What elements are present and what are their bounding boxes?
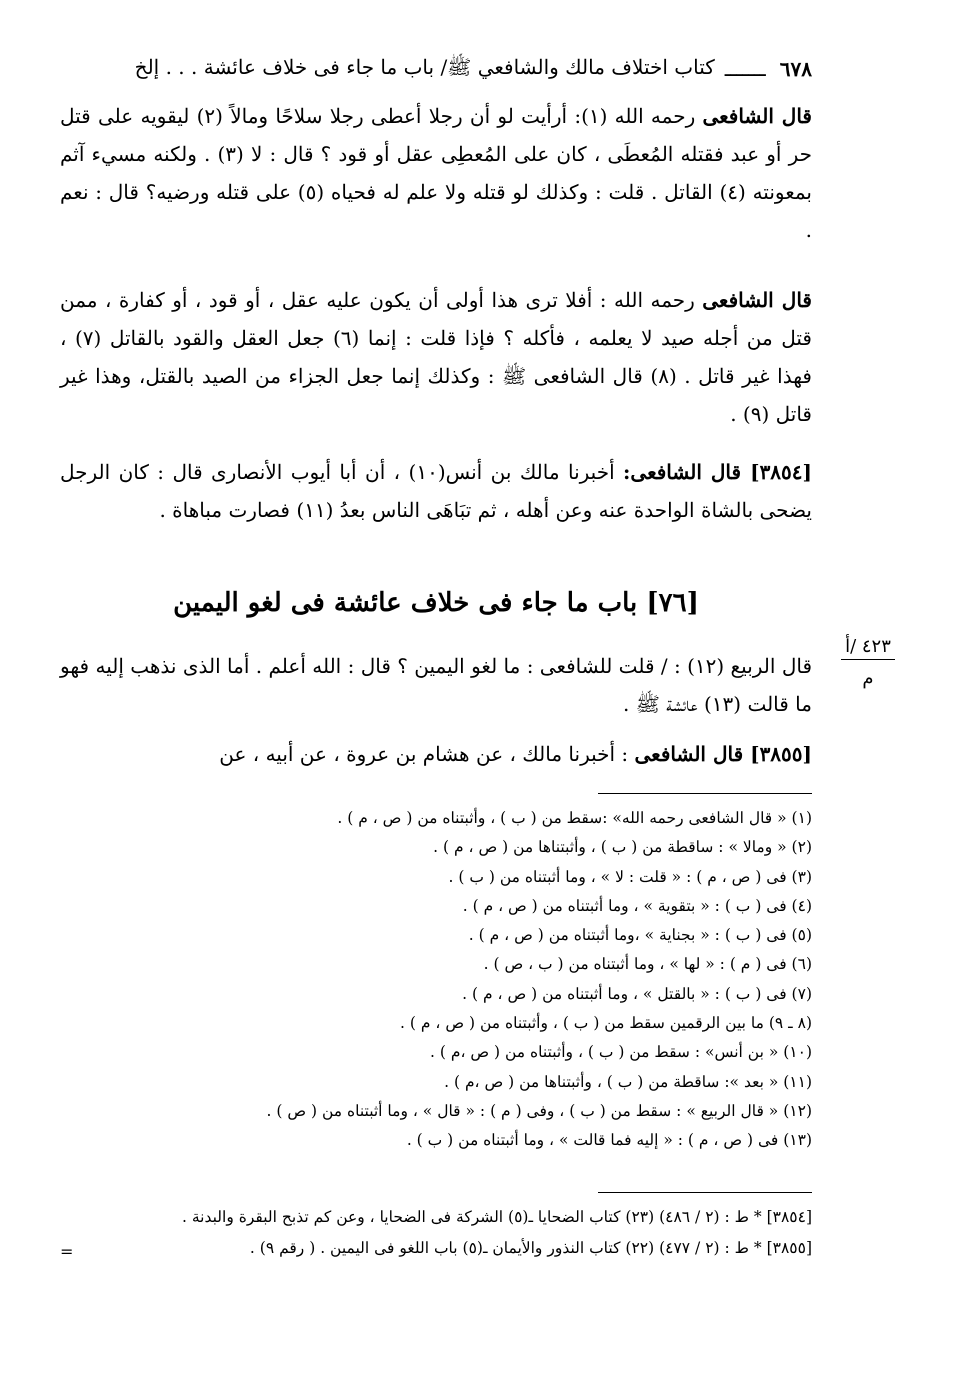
paragraph-lead: [٣٨٥٤] قال الشافعى: <box>623 460 812 484</box>
references-divider <box>598 1192 812 1193</box>
footnote: (٣) فى ( ص ، م ) : « قلت : لا » ، وما أثبتناه من ( ب ) . <box>448 867 812 886</box>
footnote: (١٠) « بن أنس» : سقط من ( ب ) ، وأثبتناه من ( ص ،م ) . <box>430 1043 812 1062</box>
paragraph-lead: قال الشافعى <box>702 104 812 128</box>
footnotes <box>120 804 812 1156</box>
paragraph-2 <box>60 281 812 433</box>
section-title: [٧٦] باب ما جاء فى خلاف عائشة فى لغو اليمين <box>173 588 699 618</box>
footnote: (٤) فى ( ب ) : « بتقوية » ، وما أثبتناه من ( ص ، م ) . <box>462 896 812 915</box>
paragraph-4 <box>60 647 812 723</box>
footnote: (١) « قال الشافعى رحمه الله» :سقط من ( ب ) ، وأثبتناه من ( ص ، م ) . <box>337 809 812 827</box>
footnote: (١١) « بعد »: ساقطة من ( ب ) ، وأثبتناها من ( ص ،م ) . <box>444 1072 812 1091</box>
paragraph-text: أخبرنا مالك بن أنس(١٠) ، أن أبا أيوب الأنصارى قال : كان الرجل يضحى بالشاة الواحدة عنه وعن أهله ، ثم تبَاهَى الناس بعدُ (١١) فصارت مباهاة . <box>60 460 812 522</box>
margin-note <box>836 636 900 689</box>
paragraph-lead: قال الشافعى <box>702 288 812 312</box>
running-title: كتاب اختلاف مالك والشافعي ﷺ/ باب ما جاء فى خلاف عائشة . . . إلخ <box>134 54 715 79</box>
continuation-mark: = <box>60 1242 74 1261</box>
running-header <box>60 52 812 86</box>
paragraph-3 <box>60 453 812 529</box>
page-number: ٦٧٨ <box>779 57 812 81</box>
reference: [٣٨٥٤] * ط : (٢ / ٤٨٦) (٢٣) كتاب الضحايا ـ(٥) الشركة فى الضحايا ، وعن كم تذبح البقرة والبدنة . <box>182 1208 812 1226</box>
header-dash: ـــــــ <box>724 57 766 81</box>
paragraph-5 <box>60 735 812 773</box>
margin-manuscript: م <box>862 668 874 689</box>
paragraph-text: قال الربيع (١٢) : / قلت للشافعى : ما لغو اليمين ؟ قال : الله أعلم . أما الذى نذهب إليه فهو ما قالت (١٣) عائشة ﷺ . <box>60 654 813 716</box>
footnote: (٧) فى ( ب ) : « بالقتل » ، وما أثبتناه من ( ص ، م ) . <box>462 984 812 1003</box>
footnote: (٨ ـ ٩) ما بين الرقمين سقط من ( ب ) ، وأثبتناه من ( ص ، م ) . <box>400 1014 812 1033</box>
paragraph-text: : أخبرنا مالك ، عن هشام بن عروة ، عن أبيه ، عن <box>219 742 635 766</box>
margin-folio: ٤٢٣ /أ <box>841 636 895 660</box>
footnote: (٥) فى ( ب ) : « بجناية » ،وما أثبتناه من ( ص ، م ) . <box>468 926 812 945</box>
reference: [٣٨٥٥] * ط : (٢ / ٤٧٧) (٢٢) كتاب النذور والأيمان ـ(٥) باب اللغو فى اليمين . ( رقم ٩) . <box>249 1239 812 1257</box>
footnote: (١٣) فى ( ص ، م ) : « إليه فما قالت » ، وما أثبتناه من ( ب ) . <box>406 1131 812 1150</box>
footnote-divider <box>598 793 812 794</box>
footnote: (١٢) « قال الربيع » : سقط من ( ب ) ، وفى ( م ) : « قال » ، وما أثبتناه من ( ص ) . <box>266 1101 812 1120</box>
footnote: (٦) فى ( م ) : « لها » ، وما أثبتناه من ( ب ، ص ) . <box>483 955 812 974</box>
paragraph-text: رحمه الله (١): أرأيت لو أن رجلا أعطى رجلا سلاحًا ومالاً (٢) ليقويه على قتل حر أو عبد فقتله المُعطَى ، كان على المُعطِى عقل أو قود ؟ قال : لا (٣) . ولكنه مسيء آثم بمعونته (٤) القاتل . قلت : وكذلك لو قتله ولا علم له فحياه (٥) على قتله ورضيه؟ قال : نعم . <box>60 104 813 242</box>
paragraph-text: رحمه الله : أفلا ترى هذا أولى أن يكون عليه عقل ، أو قود ، أو كفارة ، ممن قتل من أجله صيد لا يعلمه ، فأكله ؟ فإذا قلت : إنما (٦) جعل العقل والقود بالقاتل (٧) ، فهذا غير قاتل . (٨) قال الشافعى ﷺ : وكذلك إنما جعل الجزاء من الصيد بالقتل، وهذا غير قاتل (٩) . <box>60 288 812 426</box>
footnote: (٢) « ومالا » : ساقطة من ( ب ) ، وأثبتناها من ( ص ، م ) . <box>433 838 812 857</box>
paragraph-lead: [٣٨٥٥] قال الشافعى <box>634 742 812 766</box>
references <box>60 1202 812 1264</box>
paragraph-1 <box>60 97 812 249</box>
